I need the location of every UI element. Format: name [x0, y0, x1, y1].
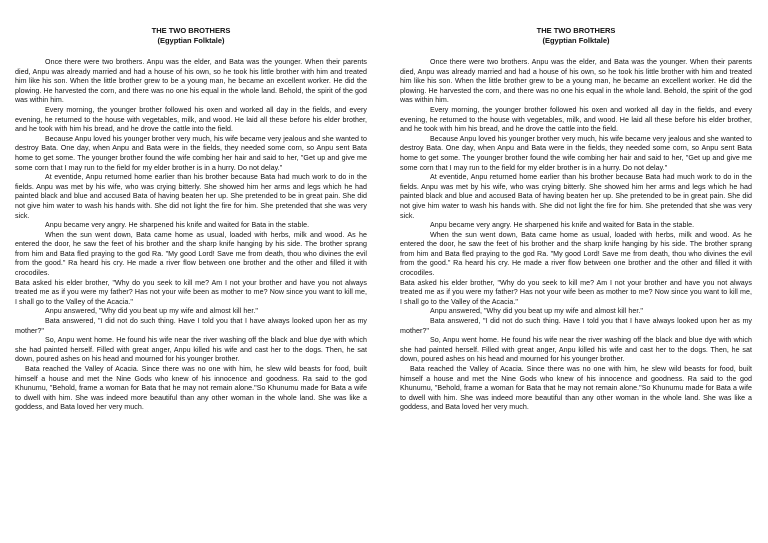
- paragraph: Bata asked his elder brother, "Why do you seek to kill me? Am I not your brother and have you not always treated me as if you were my father? Has not your wife been as mother to me? Now since you want to kill me, I shall go to the Valley of the Acacia.": [400, 278, 752, 306]
- story-body: [15, 58, 367, 413]
- paragraph: Every morning, the younger brother followed his oxen and worked all day in the fields, and every evening, he returned to the house with vegetables, milk, and wood. He laid all these before his elder brother, and he took with him his bread, and he drove the cattle into the field.: [15, 105, 367, 134]
- story-subtitle: (Egyptian Folktale): [157, 36, 225, 45]
- paragraph: Once there were two brothers. Anpu was the elder, and Bata was the younger. When their parents died, Anpu was already married and had a house of his own, so he took his little brother with him and treated him like his son. When the little brother grew to be a young man, he became an excellent worker. He did the plowing. He harvested the corn, and there was no one his equal in the whole land. Behold, the spirit of the god was within him.: [15, 58, 367, 105]
- paragraph: So, Anpu went home. He found his wife near the river washing off the black and blue dye with which she had painted herself. Filled with great anger, Anpu killed his wife and cast her to the dogs. Then, he sat down, poured ashes on his head and mourned for his younger brother.: [400, 336, 752, 364]
- paragraph: When the sun went down, Bata came home as usual, loaded with herbs, milk and wood. As he entered the door, he saw the feet of his brother and the sharp knife hanging by his side. The brother sprang from him and Bata fled praying to the god Ra. "My good Lord! Save me from death, thou who divines the evil from the good." Ra heard his cry. He made a river flow between one brother and the other and filled it with crocodiles.: [400, 230, 752, 278]
- right-page: [384, 0, 768, 543]
- paragraph: Bata reached the Valley of Acacia. Since there was no one with him, he slew wild beasts for food, built himself a house and met the Nine Gods who knew of his innocence and goodness. Ra said to the god Khunumu, "Behold, frame a woman for Bata that he may not remain alone."So Khunumu made for Bata a wife to dwell with him. She was indeed more beautiful than any other woman in the whole land. She was like a goddess, and Bata loved her very much.: [400, 365, 752, 412]
- paragraph: Once there were two brothers. Anpu was the elder, and Bata was the younger. When their parents died, Anpu was already married and had a house of his own, so he took his little brother with him and treated him like his son. When the little brother grew to be a young man, he became an excellent worker. He did the plowing. He harvested the corn, and there was no one his equal in the whole land. Behold, the spirit of the god was within him.: [400, 58, 752, 105]
- paragraph: Bata answered, "I did not do such thing. Have I told you that I have always looked upon her as my mother?": [15, 317, 367, 335]
- paragraph: At eventide, Anpu returned home earlier than his brother because Bata had much work to do in the fields. Anpu was met by his wife, who was crying bitterly. She showed him her arms and legs which he had painted black and blue and accused Bata of having beaten her up. She pretended to be in great pain. She did not give him water to wash his hands with. She did not light the fire for him. She pretended that she was very sick.: [15, 173, 367, 220]
- paragraph: Anpu became very angry. He sharpened his knife and waited for Bata in the stable.: [430, 221, 695, 230]
- story-title: THE TWO BROTHERS: [536, 26, 616, 35]
- paragraph: Bata reached the Valley of Acacia. Since there was no one with him, he slew wild beasts for food, built himself a house and met the Nine Gods who knew of his innocence and goodness. Ra said to the god Khunumu, "Behold, frame a woman for Bata that he may not remain alone."So Khunumu made for Bata a wife to dwell with him. She was indeed more beautiful than any other woman in the whole land. She was like a goddess, and Bata loved her very much.: [15, 365, 367, 412]
- paragraph: Because Anpu loved his younger brother very much, his wife became very jealous and she wanted to destroy Bata. One day, when Anpu and Bata were in the fields, they needed some corn, so Anpu sent Bata home to get some. The younger brother found the wife combing her hair and said to her, "Get up and give me some corn that I may run to the field for my elder brother is in a hurry. Do not delay.": [400, 134, 752, 172]
- paragraph: At eventide, Anpu returned home earlier than his brother because Bata had much work to do in the fields. Anpu was met by his wife, who was crying bitterly. She showed him her arms and legs which he had painted black and blue and accused Bata of having beaten her up. She pretended to be in great pain. She did not give him water to wash his hands with. She did not light the fire for him. She pretended that she was very sick.: [400, 173, 752, 220]
- paragraph: Bata asked his elder brother, "Why do you seek to kill me? Am I not your brother and have you not always treated me as if you were my father? Has not your wife been as mother to me? Now since you want to kill me, I shall go to the Valley of the Acacia.": [15, 278, 367, 306]
- story-body: [400, 58, 752, 413]
- paragraph: So, Anpu went home. He found his wife near the river washing off the black and blue dye with which she had painted herself. Filled with great anger, Anpu killed his wife and cast her to the dogs. Then, he sat down, poured ashes on his head and mourned for his younger brother.: [15, 336, 367, 364]
- story-subtitle: (Egyptian Folktale): [542, 36, 610, 45]
- paragraph: When the sun went down, Bata came home as usual, loaded with herbs, milk and wood. As he entered the door, he saw the feet of his brother and the sharp knife hanging by his side. The brother sprang from him and Bata fled praying to the god Ra. "My good Lord! Save me from death, thou who divines the evil from the good." Ra heard his cry. He made a river flow between one brother and the other and filled it with crocodiles.: [15, 230, 367, 278]
- story-title: THE TWO BROTHERS: [151, 26, 231, 35]
- paragraph: Because Anpu loved his younger brother very much, his wife became very jealous and she wanted to destroy Bata. One day, when Anpu and Bata were in the fields, they needed some corn, so Anpu sent Bata home to get some. The younger brother found the wife combing her hair and said to her, "Get up and give me some corn that I may run to the field for my elder brother is in a hurry. Do not delay.": [15, 134, 367, 172]
- paragraph: Anpu became very angry. He sharpened his knife and waited for Bata in the stable.: [45, 221, 310, 230]
- paragraph: Anpu answered, "Why did you beat up my wife and almost kill her.": [45, 307, 258, 316]
- paragraph: Anpu answered, "Why did you beat up my wife and almost kill her.": [430, 307, 643, 316]
- paragraph: Bata answered, "I did not do such thing. Have I told you that I have always looked upon her as my mother?": [400, 317, 752, 335]
- paragraph: Every morning, the younger brother followed his oxen and worked all day in the fields, and every evening, he returned to the house with vegetables, milk, and wood. He laid all these before his elder brother, and he took with him his bread, and he drove the cattle into the field.: [400, 105, 752, 134]
